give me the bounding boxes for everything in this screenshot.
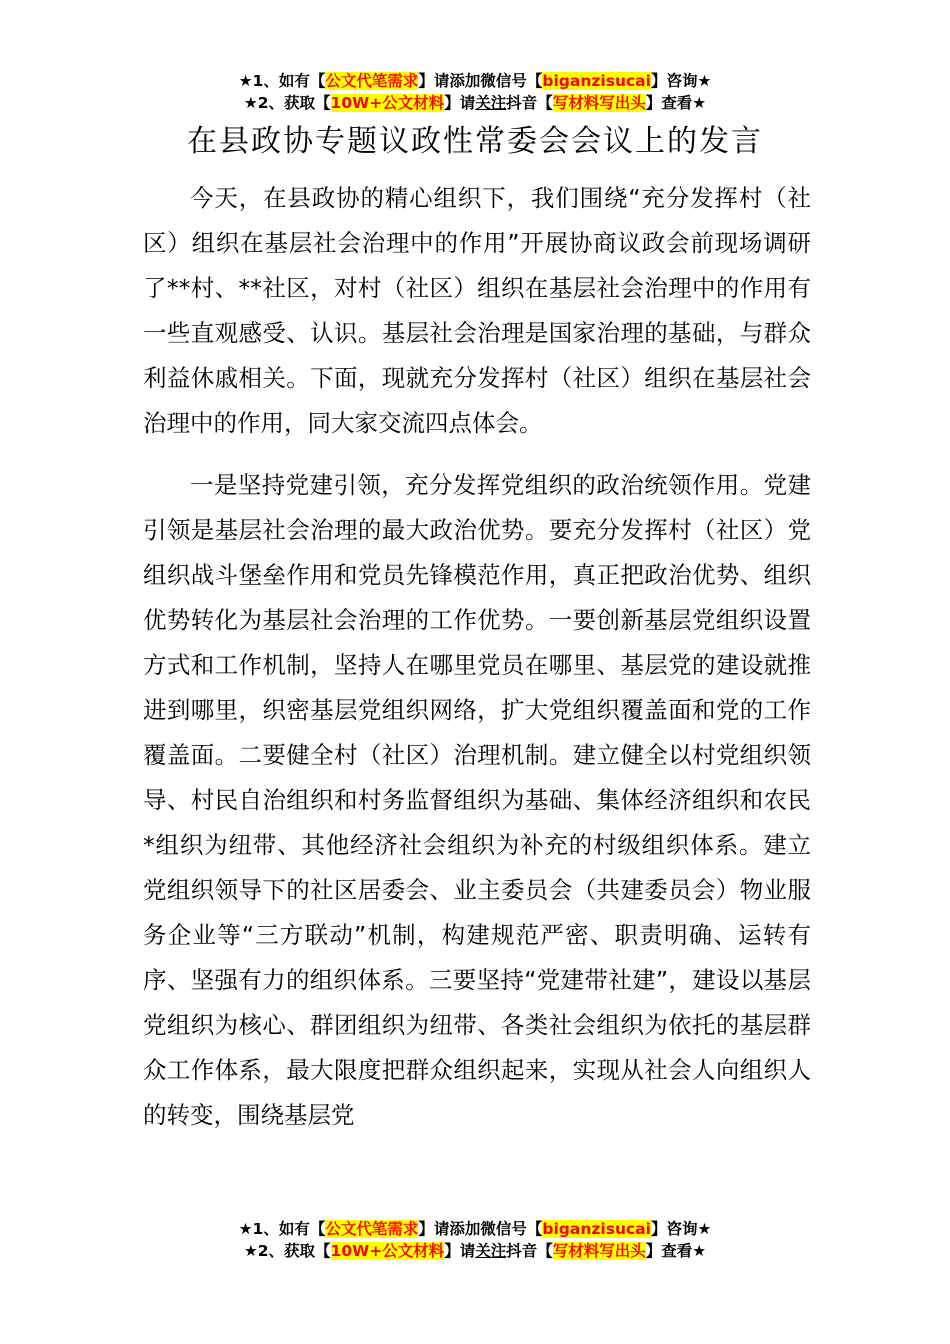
promo-text: ★2、获取【 xyxy=(243,1242,331,1260)
promo-highlight: 10W+公文材料 xyxy=(330,1242,445,1260)
promo-text: 】咨询★ xyxy=(650,72,712,90)
promo-text: 】请 xyxy=(418,72,450,90)
promo-text: 】查看★ xyxy=(645,94,707,112)
promo-text: 】请 xyxy=(418,1220,450,1238)
document-body xyxy=(143,176,811,1138)
document-title: 在县政协专题议政性常委会会议上的发言 xyxy=(187,124,763,159)
promo-emphasis: 添加 xyxy=(449,72,481,90)
promo-highlight: biganzisucai xyxy=(542,1220,651,1238)
promo-line-1 xyxy=(0,1218,950,1240)
promo-line-2 xyxy=(0,1240,950,1262)
promo-emphasis: 添加 xyxy=(449,1220,481,1238)
promo-highlight: 公文代笔需求 xyxy=(325,1220,419,1238)
promo-highlight: 10W+公文材料 xyxy=(330,94,445,112)
promo-text: 】请 xyxy=(444,94,476,112)
promo-line-1 xyxy=(0,70,950,92)
promo-text: ★1、如有【 xyxy=(238,1220,326,1238)
promo-emphasis: 关注 xyxy=(475,1242,507,1260)
promo-highlight: 公文代笔需求 xyxy=(325,72,419,90)
promo-text: ★1、如有【 xyxy=(238,72,326,90)
promo-highlight: biganzisucai xyxy=(542,72,651,90)
promo-footer xyxy=(0,1218,950,1262)
promo-text: 抖音【 xyxy=(506,94,553,112)
promo-text: 】请 xyxy=(444,1242,476,1260)
promo-text: 】咨询★ xyxy=(650,1220,712,1238)
promo-text: 抖音【 xyxy=(506,1242,553,1260)
promo-text: ★2、获取【 xyxy=(243,94,331,112)
paragraph-intro: 今天，在县政协的精心组织下，我们围绕“充分发挥村（社区）组织在基层社会治理中的作用”开展协商议政会前现场调研了**村、**社区，对村（社区）组织在基层社会治理中的作用有一些直观感受、认识。基层社会治理是国家治理的基础，与群众利益休戚相关。下面，现就充分发挥村（社区）组织在基层社会治理中的作用，同大家交流四点体会。 xyxy=(143,184,811,437)
promo-highlight: 写材料写出头 xyxy=(552,94,646,112)
promo-text: 微信号【 xyxy=(480,72,543,90)
promo-line-2 xyxy=(0,92,950,114)
promo-highlight: 写材料写出头 xyxy=(552,1242,646,1260)
promo-header xyxy=(0,70,950,114)
promo-text: 微信号【 xyxy=(480,1220,543,1238)
promo-emphasis: 关注 xyxy=(475,94,507,112)
promo-text: 】查看★ xyxy=(645,1242,707,1260)
paragraph-point-1: 一是坚持党建引领，充分发挥党组织的政治统领作用。党建引领是基层社会治理的最大政治优势。要充分发挥村（社区）党组织战斗堡垒作用和党员先锋模范作用，真正把政治优势、组织优势转化为基层社会治理的工作优势。一要创新基层党组织设置方式和工作机制，坚持人在哪里党员在哪里、基层党的建设就推进到哪里，织密基层党组织网络，扩大党组织覆盖面和党的工作覆盖面。二要健全村（社区）治理机制。建立健全以村党组织领导、村民自治组织和村务监督组织为基础、集体经济组织和农民*组织为纽带、其他经济社会组织为补充的村级组织体系。建立党组织领导下的社区居委会、业主委员会（共建委员会）物业服务企业等“三方联动”机制，构建规范严密、职责明确、运转有序、坚强有力的组织体系。三要坚持“党建带社建”，建设以基层党组织为核心、群团组织为纽带、各类社会组织为依托的基层群众工作体系，最大限度把群众组织起来，实现从社会人向组织人的转变，围绕基层党 xyxy=(143,471,811,1129)
